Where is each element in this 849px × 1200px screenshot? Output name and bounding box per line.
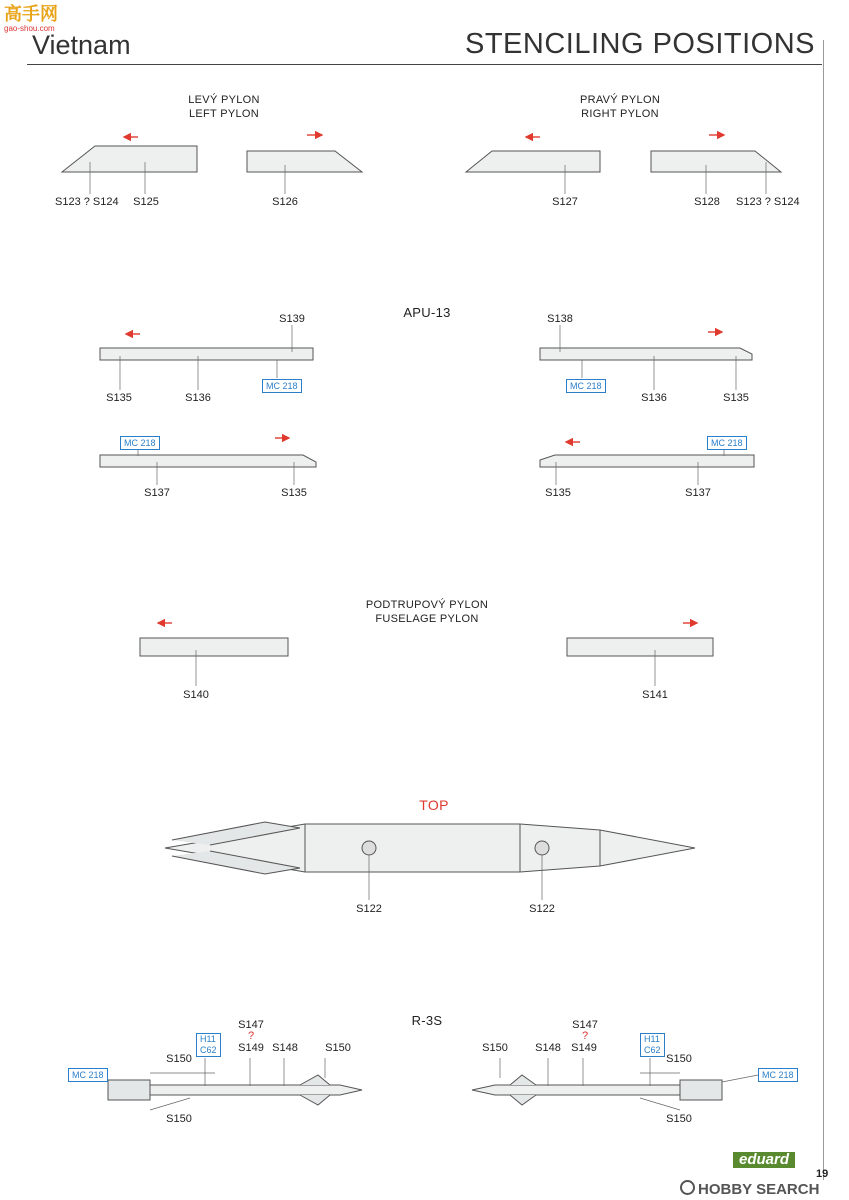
question-right: ?	[581, 1030, 589, 1042]
label-s150-left-mid: S150	[166, 1053, 192, 1065]
label-s123-s124-left: S123 ? S124	[55, 196, 119, 208]
h11-c62-left	[196, 1033, 221, 1057]
mc218-r3s-right: MC 218	[758, 1068, 798, 1082]
fuselage-pylon-left	[140, 638, 288, 656]
right-pylon-title-en: RIGHT PYLON	[581, 108, 659, 120]
right-pylon-title-cz: PRAVÝ PYLON	[579, 94, 661, 106]
label-s149-right: S149	[571, 1042, 597, 1054]
h11-right: H11	[644, 1034, 660, 1044]
page-number: 19	[816, 1168, 829, 1180]
fuselage-pylon-title	[366, 598, 488, 626]
h11-c62-right	[640, 1033, 665, 1057]
label-s150-right-bottom: S150	[666, 1113, 692, 1125]
label-s149-left: S149	[238, 1042, 264, 1054]
label-s148-right: S148	[535, 1042, 561, 1054]
watermark-text: HOBBY SEARCH	[698, 1181, 820, 1198]
label-s135-b: S135	[723, 392, 749, 404]
label-s135-a: S135	[106, 392, 132, 404]
label-s127: S127	[552, 196, 578, 208]
r3s-right-tail	[680, 1080, 722, 1100]
r3s-right-fin2	[510, 1095, 536, 1105]
fuselage-pylon-right	[567, 638, 713, 656]
label-s138: S138	[547, 313, 573, 325]
label-s150-left-top: S150	[325, 1042, 351, 1054]
left-pylon-title	[188, 93, 259, 121]
apu-rail-3	[100, 455, 316, 467]
right-pylon-title	[580, 93, 660, 121]
label-s135-c: S135	[281, 487, 307, 499]
logo-url: gao-shou.com	[4, 24, 55, 33]
logo-text: 高手网	[4, 4, 58, 24]
r3s-left-body	[150, 1085, 362, 1095]
c62-left: C62	[200, 1045, 217, 1055]
left-pylon-outer	[62, 146, 197, 172]
mc218-apu-4: MC 218	[707, 436, 747, 450]
mc218-apu-3: MC 218	[120, 436, 160, 450]
question-left: ?	[247, 1030, 255, 1042]
r3s-right-body	[472, 1085, 680, 1095]
r3s-left-tail	[108, 1080, 150, 1100]
label-s126: S126	[272, 196, 298, 208]
label-s125: S125	[133, 196, 159, 208]
top-title: TOP	[419, 797, 449, 813]
eduard-logo: eduard	[733, 1152, 795, 1168]
mc218-apu-2: MC 218	[566, 379, 606, 393]
label-s128: S128	[694, 196, 720, 208]
h11-left: H11	[200, 1034, 216, 1044]
mc218-apu-1: MC 218	[262, 379, 302, 393]
fuselage-pylon-title-en: FUSELAGE PYLON	[375, 613, 479, 625]
label-s135-d: S135	[545, 487, 571, 499]
label-s139: S139	[279, 313, 305, 325]
watermark-icon	[680, 1180, 695, 1195]
label-s123-s124-right: S123 ? S124	[736, 196, 800, 208]
label-s136-a: S136	[185, 392, 211, 404]
top-cap-2	[535, 841, 549, 855]
right-pylon-outer	[651, 151, 781, 172]
label-s137-b: S137	[685, 487, 711, 499]
r3s-left-fin	[300, 1075, 330, 1085]
label-s140: S140	[183, 689, 209, 701]
c62-right: C62	[644, 1045, 661, 1055]
page-title: STENCILING POSITIONS	[465, 28, 815, 60]
label-s137-a: S137	[144, 487, 170, 499]
mc218-r3s-left: MC 218	[68, 1068, 108, 1082]
apu-rail-1	[100, 348, 313, 360]
label-s147-left: S147	[238, 1019, 264, 1031]
r3s-right-fin	[510, 1075, 536, 1085]
r3s-title: R-3S	[411, 1013, 443, 1028]
label-s122-a: S122	[356, 903, 382, 915]
label-s136-b: S136	[641, 392, 667, 404]
hobby-search-watermark	[680, 1180, 819, 1198]
label-s141: S141	[642, 689, 668, 701]
top-cap-1	[362, 841, 376, 855]
label-s150-right-top: S150	[482, 1042, 508, 1054]
label-s148-left: S148	[272, 1042, 298, 1054]
label-s122-b: S122	[529, 903, 555, 915]
right-pylon-inner	[466, 151, 600, 172]
apu-rail-4	[540, 455, 754, 467]
label-s147-right: S147	[572, 1019, 598, 1031]
country-title: Vietnam	[32, 30, 131, 60]
label-s150-right-mid: S150	[666, 1053, 692, 1065]
fuselage-pylon-title-cz: PODTRUPOVÝ PYLON	[365, 599, 489, 611]
left-pylon-title-en: LEFT PYLON	[188, 108, 260, 120]
apu-title: APU-13	[403, 305, 451, 320]
r3s-left-fin2	[300, 1095, 330, 1105]
left-pylon-title-cz: LEVÝ PYLON	[188, 94, 260, 106]
label-s150-left-bottom: S150	[166, 1113, 192, 1125]
left-pylon-inner	[247, 151, 362, 172]
apu-rail-2	[540, 348, 752, 360]
